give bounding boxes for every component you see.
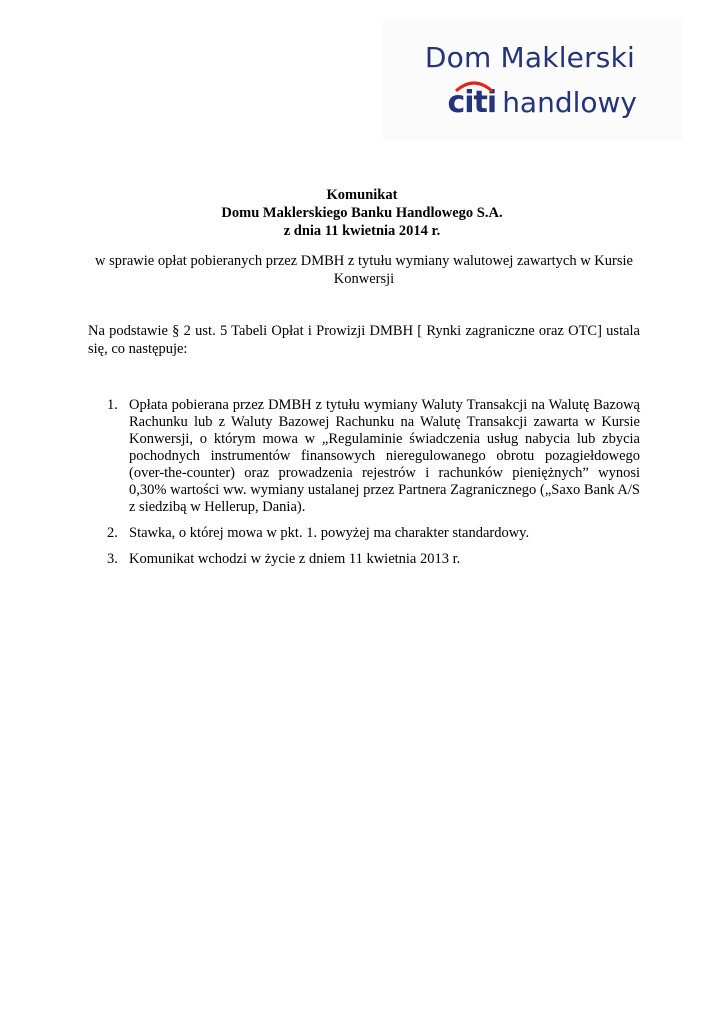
document-issuer: Domu Maklerskiego Banku Handlowego S.A.: [221, 205, 503, 221]
list-item: [88, 551, 640, 568]
document-date: z dnia 11 kwietnia 2014 r.: [283, 223, 441, 239]
company-logo: [383, 19, 683, 140]
list-item-text: Komunikat wchodzi w życie z dniem 11 kwietnia 2013 r.: [129, 551, 461, 567]
list-item-text: Opłata pobierana przez DMBH z tytułu wymiany Waluty Transakcji na Walutę Bazową Rachunku lub z Waluty Bazowej Rachunku na Walutę Transakcji zawarta w Kursie Konwersji, o którym mowa w „Regulaminie świadczenia usług nabycia lub zbycia pochodnych instrumentów finansowych nieregulowanego obrotu pozagiełdowego (over-the-counter) oraz prowadzenia rejestrów i rachunków pieniężnych” wynosi 0,30% wartości ww. wymiany ustalanej przez Partnera Zagranicznego („Saxo Bank A/S z siedzibą w Hellerup, Dania).: [129, 397, 640, 515]
list-item-number: 2.: [107, 525, 118, 541]
document-subject: w sprawie opłat pobieranych przez DMBH z tytułu wymiany walutowej zawartych w Kursie Konwersji: [95, 253, 633, 287]
logo-line-citi-handlowy: [447, 85, 637, 120]
document-title: Komunikat: [326, 187, 398, 203]
citi-arc-icon: [454, 78, 494, 92]
logo-text-dom-maklerski: Dom Maklerski: [424, 41, 635, 74]
numbered-list: [88, 397, 640, 577]
citi-logo-mark: [447, 85, 496, 120]
logo-text-handlowy: handlowy: [502, 86, 637, 119]
list-item-number: 3.: [107, 551, 118, 567]
citi-logo-text: citi: [447, 85, 497, 120]
list-item: [88, 525, 640, 542]
list-item: [88, 397, 640, 516]
list-item-text: Stawka, o której mowa w pkt. 1. powyżej ma charakter standardowy.: [129, 525, 530, 541]
intro-paragraph: Na podstawie § 2 ust. 5 Tabeli Opłat i Prowizji DMBH [ Rynki zagraniczne oraz OTC] ustala się, co następuje:: [88, 323, 640, 357]
list-item-number: 1.: [107, 397, 118, 413]
